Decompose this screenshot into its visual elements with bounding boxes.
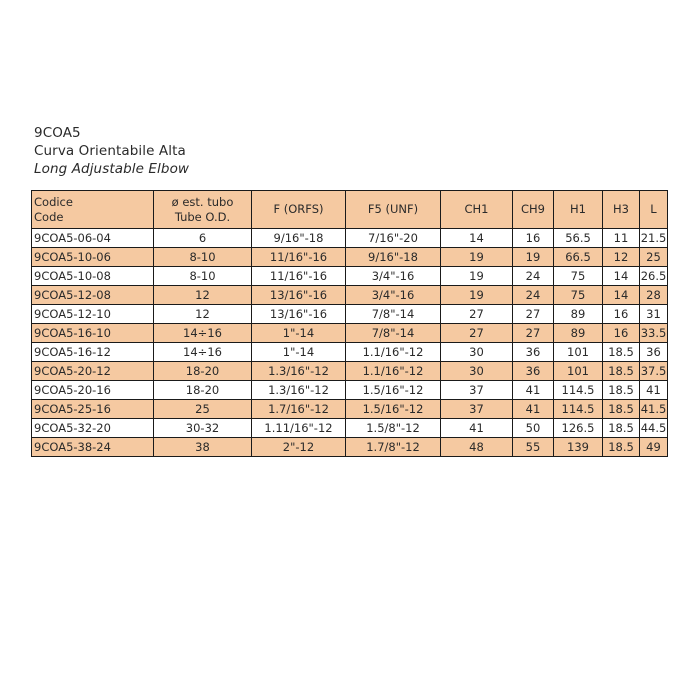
table-row (32, 267, 668, 286)
cell-ch9: 41 (513, 381, 554, 400)
cell-f-orfs: 11/16"-16 (252, 248, 346, 267)
cell-ch9: 19 (513, 248, 554, 267)
cell-l: 37.5 (640, 362, 668, 381)
cell-tube-od: 30-32 (154, 419, 252, 438)
cell-f-orfs: 1.11/16"-12 (252, 419, 346, 438)
cell-f5-unf: 1.1/16"-12 (346, 362, 441, 381)
table-row (32, 400, 668, 419)
cell-ch1: 48 (441, 438, 513, 457)
cell-code: 9COA5-10-06 (32, 248, 154, 267)
cell-f5-unf: 3/4"-16 (346, 286, 441, 305)
cell-code: 9COA5-25-16 (32, 400, 154, 419)
table-row (32, 343, 668, 362)
cell-f-orfs: 13/16"-16 (252, 305, 346, 324)
cell-h3: 18.5 (603, 343, 640, 362)
cell-h3: 18.5 (603, 400, 640, 419)
product-heading (34, 124, 189, 178)
cell-l: 36 (640, 343, 668, 362)
cell-ch1: 27 (441, 305, 513, 324)
header-code-en: Code (34, 209, 64, 224)
header-ch1: CH1 (441, 191, 513, 229)
cell-ch1: 41 (441, 419, 513, 438)
cell-tube-od: 14÷16 (154, 343, 252, 362)
cell-f-orfs: 9/16"-18 (252, 229, 346, 248)
header-tube-od (154, 191, 252, 229)
cell-h3: 18.5 (603, 381, 640, 400)
table-row (32, 286, 668, 305)
header-f5-unf: F5 (UNF) (346, 191, 441, 229)
cell-ch9: 36 (513, 343, 554, 362)
cell-f5-unf: 7/16"-20 (346, 229, 441, 248)
cell-h3: 18.5 (603, 419, 640, 438)
cell-ch9: 16 (513, 229, 554, 248)
cell-f5-unf: 1.5/16"-12 (346, 381, 441, 400)
header-h3: H3 (603, 191, 640, 229)
header-code-it: Codice (34, 194, 73, 209)
cell-tube-od: 18-20 (154, 381, 252, 400)
cell-h1: 66.5 (554, 248, 603, 267)
header-l: L (640, 191, 668, 229)
cell-code: 9COA5-20-16 (32, 381, 154, 400)
cell-ch1: 19 (441, 248, 513, 267)
cell-ch9: 24 (513, 267, 554, 286)
cell-l: 25 (640, 248, 668, 267)
header-ch9: CH9 (513, 191, 554, 229)
cell-f-orfs: 1.7/16"-12 (252, 400, 346, 419)
cell-f-orfs: 13/16"-16 (252, 286, 346, 305)
cell-ch1: 30 (441, 362, 513, 381)
cell-f-orfs: 2"-12 (252, 438, 346, 457)
cell-tube-od: 12 (154, 286, 252, 305)
table-row (32, 381, 668, 400)
cell-ch9: 50 (513, 419, 554, 438)
cell-l: 41 (640, 381, 668, 400)
cell-tube-od: 6 (154, 229, 252, 248)
cell-h3: 16 (603, 305, 640, 324)
cell-code: 9COA5-32-20 (32, 419, 154, 438)
table-row (32, 324, 668, 343)
cell-ch1: 14 (441, 229, 513, 248)
cell-code: 9COA5-20-12 (32, 362, 154, 381)
cell-tube-od: 38 (154, 438, 252, 457)
cell-f-orfs: 1"-14 (252, 343, 346, 362)
header-tube-od-it: ø est. tubo (171, 194, 234, 209)
product-code: 9COA5 (34, 125, 81, 141)
cell-f5-unf: 7/8"-14 (346, 324, 441, 343)
product-title-italian: Curva Orientabile Alta (34, 143, 186, 159)
cell-h1: 101 (554, 362, 603, 381)
header-tube-od-en: Tube O.D. (174, 209, 231, 224)
cell-h3: 11 (603, 229, 640, 248)
cell-h1: 75 (554, 267, 603, 286)
cell-f-orfs: 11/16"-16 (252, 267, 346, 286)
cell-f5-unf: 7/8"-14 (346, 305, 441, 324)
table-body (32, 229, 668, 457)
cell-l: 26.5 (640, 267, 668, 286)
cell-code: 9COA5-38-24 (32, 438, 154, 457)
cell-tube-od: 14÷16 (154, 324, 252, 343)
cell-h1: 114.5 (554, 400, 603, 419)
cell-l: 28 (640, 286, 668, 305)
cell-h1: 114.5 (554, 381, 603, 400)
cell-l: 33.5 (640, 324, 668, 343)
cell-h1: 89 (554, 305, 603, 324)
cell-ch9: 27 (513, 305, 554, 324)
cell-ch9: 36 (513, 362, 554, 381)
table-row (32, 362, 668, 381)
cell-l: 31 (640, 305, 668, 324)
cell-tube-od: 18-20 (154, 362, 252, 381)
cell-code: 9COA5-10-08 (32, 267, 154, 286)
cell-f5-unf: 3/4"-16 (346, 267, 441, 286)
cell-code: 9COA5-12-08 (32, 286, 154, 305)
cell-ch1: 19 (441, 286, 513, 305)
cell-ch9: 41 (513, 400, 554, 419)
cell-tube-od: 25 (154, 400, 252, 419)
table-row (32, 229, 668, 248)
product-title-english: Long Adjustable Elbow (34, 161, 190, 177)
table-row (32, 419, 668, 438)
cell-ch1: 27 (441, 324, 513, 343)
cell-code: 9COA5-16-12 (32, 343, 154, 362)
cell-h3: 14 (603, 286, 640, 305)
cell-h3: 14 (603, 267, 640, 286)
cell-l: 49 (640, 438, 668, 457)
cell-l: 21.5 (640, 229, 668, 248)
cell-ch1: 37 (441, 381, 513, 400)
cell-h1: 126.5 (554, 419, 603, 438)
cell-h1: 139 (554, 438, 603, 457)
table-row (32, 248, 668, 267)
cell-tube-od: 8-10 (154, 248, 252, 267)
cell-l: 41.5 (640, 400, 668, 419)
header-f-orfs: F (ORFS) (252, 191, 346, 229)
cell-code: 9COA5-12-10 (32, 305, 154, 324)
cell-code: 9COA5-06-04 (32, 229, 154, 248)
cell-f5-unf: 1.1/16"-12 (346, 343, 441, 362)
cell-l: 44.5 (640, 419, 668, 438)
cell-f5-unf: 1.7/8"-12 (346, 438, 441, 457)
dimensions-table (31, 190, 668, 457)
cell-f5-unf: 1.5/16"-12 (346, 400, 441, 419)
table-row (32, 438, 668, 457)
cell-h3: 12 (603, 248, 640, 267)
cell-tube-od: 12 (154, 305, 252, 324)
cell-h1: 75 (554, 286, 603, 305)
cell-code: 9COA5-16-10 (32, 324, 154, 343)
cell-ch9: 55 (513, 438, 554, 457)
cell-f5-unf: 1.5/8"-12 (346, 419, 441, 438)
cell-ch1: 30 (441, 343, 513, 362)
cell-h3: 18.5 (603, 438, 640, 457)
table-header-row (32, 191, 668, 229)
table-row (32, 305, 668, 324)
cell-h1: 101 (554, 343, 603, 362)
cell-h1: 56.5 (554, 229, 603, 248)
cell-f-orfs: 1"-14 (252, 324, 346, 343)
cell-ch9: 24 (513, 286, 554, 305)
header-code (32, 191, 154, 229)
cell-h3: 16 (603, 324, 640, 343)
cell-f5-unf: 9/16"-18 (346, 248, 441, 267)
cell-f-orfs: 1.3/16"-12 (252, 362, 346, 381)
cell-h1: 89 (554, 324, 603, 343)
cell-tube-od: 8-10 (154, 267, 252, 286)
header-h1: H1 (554, 191, 603, 229)
cell-h3: 18.5 (603, 362, 640, 381)
cell-ch9: 27 (513, 324, 554, 343)
cell-ch1: 19 (441, 267, 513, 286)
cell-f-orfs: 1.3/16"-12 (252, 381, 346, 400)
cell-ch1: 37 (441, 400, 513, 419)
